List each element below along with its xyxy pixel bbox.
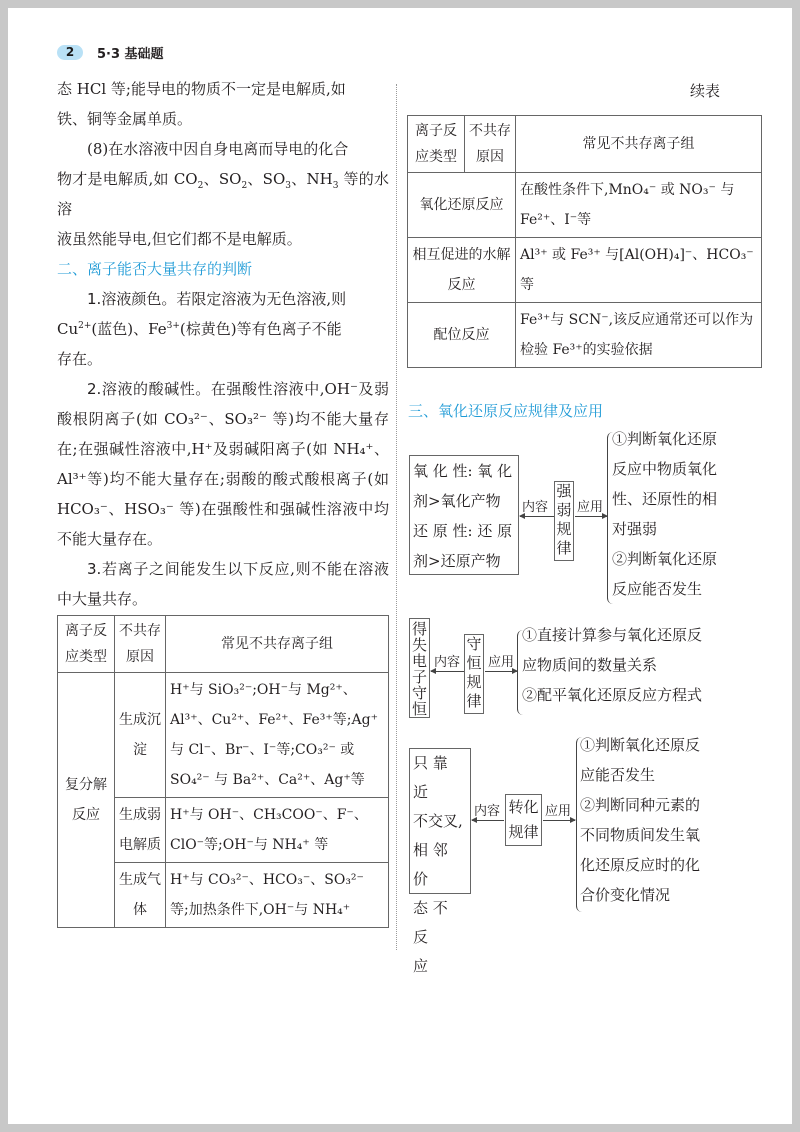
reaction-type-cell: 配位反应: [408, 303, 516, 368]
ions-cell: H⁺与 CO₃²⁻、HCO₃⁻、SO₃²⁻ 等;加热条件下,OH⁻与 NH₄⁺: [166, 863, 389, 928]
table-header-row: [58, 616, 389, 673]
paragraph-line: 铁、铜等金属单质。: [57, 110, 193, 128]
content-line: 剂>氧化产物: [413, 492, 501, 510]
content-line: 氧 化 性: 氧 化: [413, 462, 513, 480]
table-row: [408, 238, 762, 303]
continued-label: 续表: [690, 82, 721, 100]
applications: ①判断氧化还原 反应中物质氧化 性、还原性的相 对强弱 ②判断氧化还原 反应能否发生: [612, 430, 718, 598]
arrow-left: [472, 820, 504, 821]
table-row: [408, 173, 762, 238]
apply-label: 应用: [488, 655, 515, 670]
reason-cell: 生成沉淀: [115, 673, 166, 798]
header-cell: 不共存原因: [465, 116, 516, 173]
content-label: 内容: [474, 804, 501, 819]
paragraph-line: (8)在水溶液中因自身电离而导电的化合: [87, 140, 349, 158]
arrow-right: [575, 516, 607, 517]
ion-coexistence-table-continued: [407, 115, 762, 368]
rule-center-box: 强 弱 规 律: [554, 481, 574, 561]
apply-label: 应用: [577, 500, 604, 515]
header-cell: 常见不共存离子组: [516, 116, 762, 173]
header-cell: 离子反应类型: [408, 116, 465, 173]
content-line: 剂>还原产物: [413, 552, 501, 570]
content-box: [409, 455, 519, 575]
reaction-type-cell: 复分解反应: [58, 673, 115, 928]
reaction-type-cell: 氧化还原反应: [408, 173, 516, 238]
content-label: 内容: [522, 500, 549, 515]
content-label: 内容: [434, 655, 461, 670]
rule-center-box: 守 恒 规 律: [464, 634, 484, 714]
applications: ①直接计算参与氧化还原反 应物质间的数量关系 ②配平氧化还原反应方程式: [522, 626, 703, 704]
paragraph-line: 存在。: [57, 350, 103, 368]
section-heading: 二、离子能否大量共存的判断: [57, 260, 253, 278]
arrow-right: [543, 820, 575, 821]
paragraph-line: 态 HCl 等;能导电的物质不一定是电解质,如: [57, 80, 346, 98]
header-cell: 常见不共存离子组: [166, 616, 389, 673]
list-item: 2.溶液的酸碱性。在强酸性溶液中,OH⁻及弱酸根阴离子(如 CO₃²⁻、SO₃²⁻ 等)均不能大量存在;在强碱性溶液中,H⁺及弱碱阳离子(如 NH₄⁺、Al³⁺等)均不能大量存在;弱酸的酸式酸根离子(如 HCO₃⁻、HSO₃⁻ 等)在强酸性和强碱性溶液中均不能大量存在。: [57, 380, 389, 548]
header-cell: 离子反应类型: [58, 616, 115, 673]
paragraph-line: 物才是电解质,如 $CO_2$、$SO_2$、$SO_3$、$NH_3$ 等的水溶: [57, 170, 389, 218]
table-header-row: [408, 116, 762, 173]
ions-cell: Fe³⁺与 SCN⁻,该反应通常还可以作为检验 Fe³⁺的实验依据: [516, 303, 762, 368]
ions-cell: H⁺与 OH⁻、CH₃COO⁻、F⁻、ClO⁻等;OH⁻与 NH₄⁺ 等: [166, 798, 389, 863]
arrow-left: [520, 516, 554, 517]
content-box: 只 靠 近 不交叉, 相 邻 价 态 不 反 应: [409, 748, 471, 894]
page-number-badge: 2: [57, 45, 83, 60]
applications: ①判断氧化还原反 应能否发生 ②判断同种元素的 不同物质间发生氧 化还原反应时的化 合价变化情况: [580, 736, 701, 904]
paragraph-line: 液虽然能导电,但它们都不是电解质。: [57, 230, 302, 248]
ions-cell: 在酸性条件下,MnO₄⁻ 或 NO₃⁻ 与 Fe²⁺、I⁻等: [516, 173, 762, 238]
content-line: 还 原 性: 还 原: [413, 522, 513, 540]
rule-center-box: 转化 规律: [505, 794, 542, 846]
list-item: 1.溶液颜色。若限定溶液为无色溶液,则: [87, 290, 347, 308]
column-divider: [396, 84, 397, 950]
reason-cell: 生成气体: [115, 863, 166, 928]
list-item: 3.若离子之间能发生以下反应,则不能在溶液中大量共存。: [57, 560, 389, 608]
page-header: [57, 44, 164, 60]
ions-cell: H⁺与 SiO₃²⁻;OH⁻与 Mg²⁺、Al³⁺、Cu²⁺、Fe²⁺、Fe³⁺等;Ag⁺与 Cl⁻、Br⁻、I⁻等;CO₃²⁻ 或 SO₄²⁻ 与 Ba²⁺、Ca²⁺、Ag⁺等: [166, 673, 389, 798]
arrow-right: [485, 671, 517, 672]
paragraph-line: $Cu^{2+}$(蓝色)、$Fe^{3+}$(棕黄色)等有色离子不能: [57, 320, 342, 338]
apply-label: 应用: [545, 804, 572, 819]
header-cell: 不共存原因: [115, 616, 166, 673]
section-heading: 三、氧化还原反应规律及应用: [408, 402, 604, 420]
ion-coexistence-table: [57, 615, 389, 928]
table-row: [408, 303, 762, 368]
table-row: [58, 673, 389, 798]
left-column: [57, 74, 389, 614]
arrow-left: [431, 671, 464, 672]
book-title: 5·3 基础题: [97, 46, 164, 62]
reason-cell: 生成弱电解质: [115, 798, 166, 863]
reaction-type-cell: 相互促进的水解反应: [408, 238, 516, 303]
content-box: 得 失 电 子 守 恒: [409, 618, 430, 718]
ions-cell: Al³⁺ 或 Fe³⁺ 与[Al(OH)₄]⁻、HCO₃⁻ 等: [516, 238, 762, 303]
